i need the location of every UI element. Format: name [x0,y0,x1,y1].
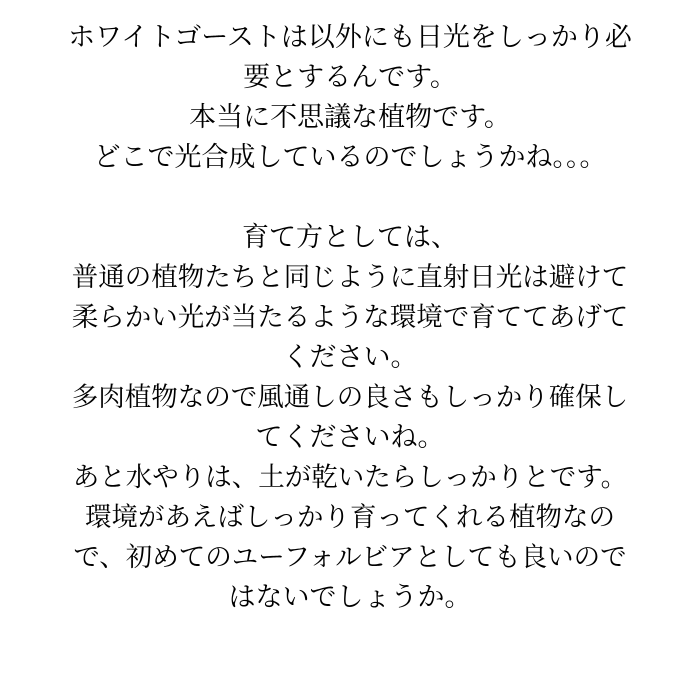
text-line: あと水やりは、土が乾いたらしっかりとです。 [72,462,628,493]
text-line: 育て方としては、 [242,222,458,253]
text-line: 本当に不思議な植物です。 [189,102,511,133]
text-line: どこで光合成しているのでしょうかね。。。 [93,142,607,173]
text-line: ホワイトゴーストは以外にも日光をしっかり必 [68,22,632,53]
text-line: 普通の植物たちと同じように直射日光は避けて [71,262,629,293]
text-line: はないでしょうか。 [228,582,472,613]
paragraph-1 [8,18,692,178]
text-line: てくださいね。 [255,422,445,453]
text-line: 環境があえばしっかり育ってくれる植物なの [85,502,615,533]
paragraph-2 [8,218,692,618]
text-line: 多肉植物なので風通しの良さもしっかり確保し [71,382,629,413]
text-line: 要とするんです。 [243,62,457,93]
paragraph-spacer [8,178,692,218]
text-line: ください。 [282,342,418,373]
text-line: で、初めてのユーフォルビアとしても良いので [73,542,627,573]
text-line: 柔らかい光が当たるような環境で育ててあげて [71,302,629,333]
